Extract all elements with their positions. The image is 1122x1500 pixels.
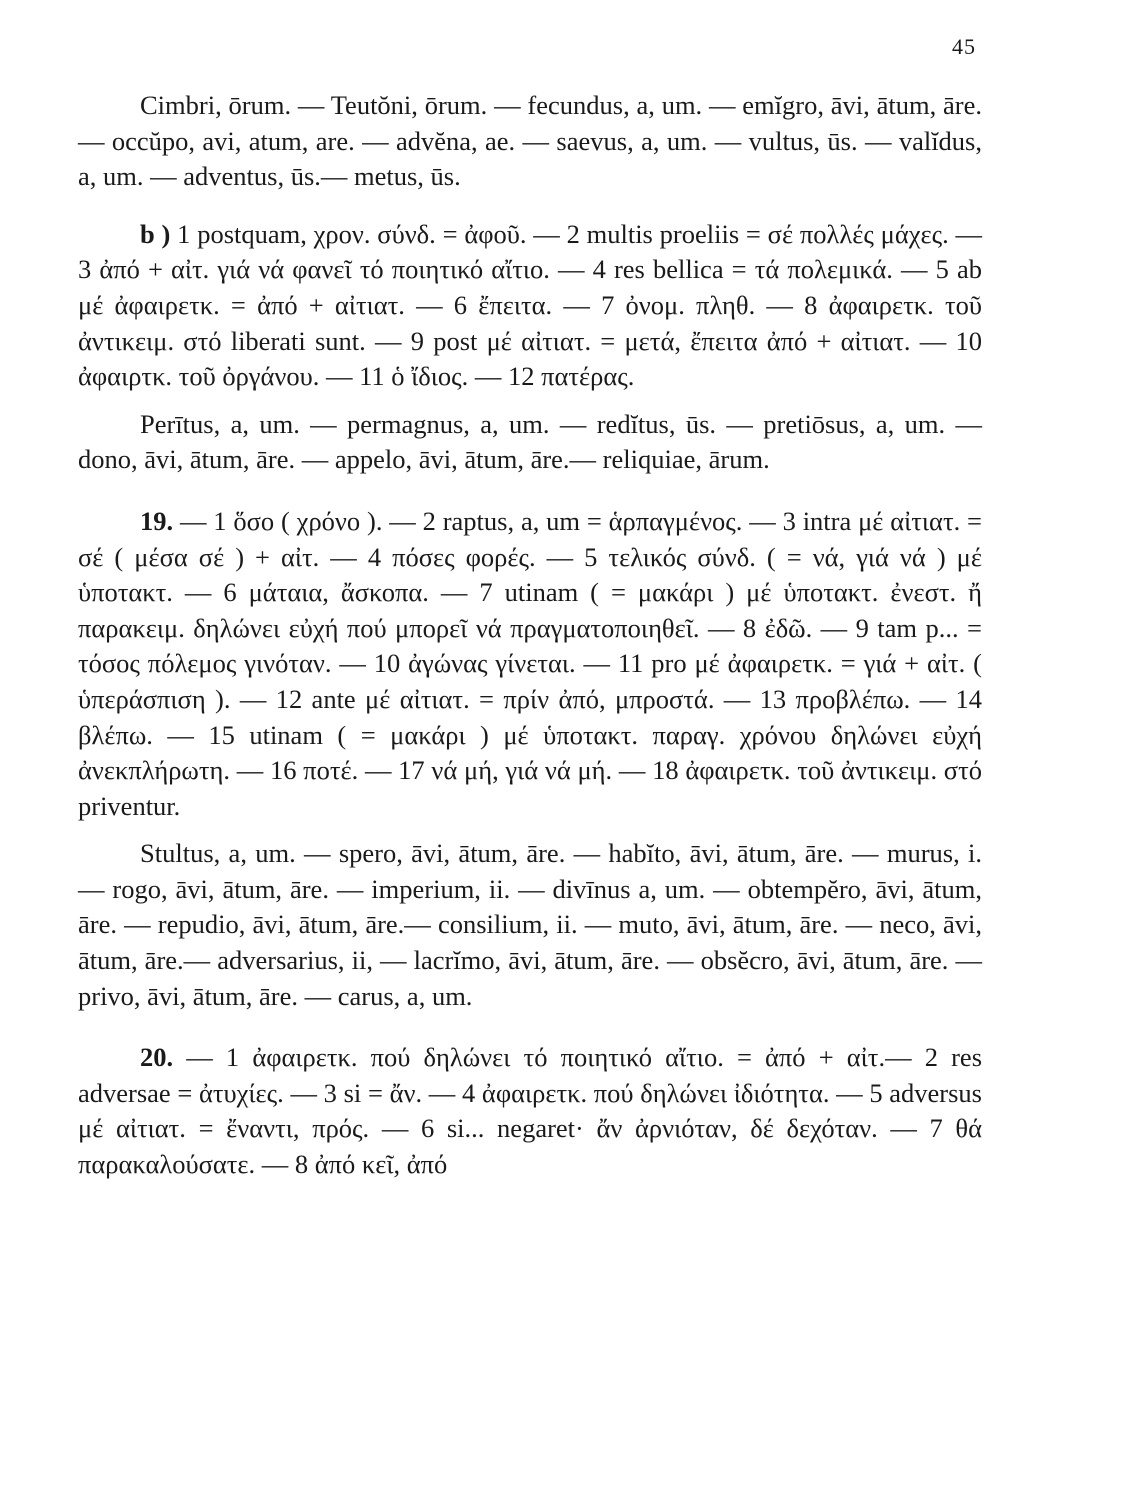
- notes-paragraph-19: [78, 504, 982, 824]
- paragraph-text: Stultus, a, um. — spero, āvi, ātum, āre. — habĭto, āvi, ātum, āre. — murus, i. — rogo, āvi, ātum, āre. — imperium, ii. — divīnus a, um. — obtempĕro, āvi, ātum, āre. — repudio, āvi, ātum, āre.— consilium, ii. — muto, āvi, ātum, āre. — neco, āvi, ātum, āre.— adversarius, ii, — lacrĭmo, āvi, ātum, āre. — obsĕcro, āvi, ātum, āre. — privo, āvi, ātum, āre. — carus, a, um.: [78, 838, 982, 1011]
- paragraph-label: b ): [140, 218, 171, 249]
- paragraph-label: 19.: [140, 505, 174, 536]
- vocabulary-paragraph-3: [78, 836, 982, 1014]
- notes-paragraph-20: [78, 1040, 982, 1182]
- paragraph-text: — 1 ἀφαιρετκ. πού δηλώνει τό ποιητικό αἴτιο. = ἀπό + αἰτ.— 2 res adversae = ἀτυχίες. — 3 si = ἄν. — 4 ἀφαιρετκ. πού δηλώνει ἰδιότητα. — 5 adversus μέ αἰτιατ. = ἔναντι, πρός. — 6 si... negaret· ἄν ἀρνιόταν, δέ δεχόταν. — 7 θά παρακαλούσατε. — 8 ἀπό κεῖ, ἀπό: [78, 1042, 983, 1180]
- page-number: 45: [952, 34, 976, 59]
- vocabulary-paragraph-1: [78, 88, 982, 195]
- paragraph-text: Perītus, a, um. — permagnus, a, um. — redĭtus, ūs. — pretiōsus, a, um. — dono, āvi, ātum, āre. — appelo, āvi, ātum, āre.— reliquiae, ārum.: [78, 408, 982, 475]
- page-content: [78, 88, 982, 1183]
- notes-paragraph-b: [78, 217, 982, 395]
- paragraph-text: Cimbri, ōrum. — Teutŏni, ōrum. — fecundus, a, um. — emĭgro, āvi, ātum, āre. — occŭpo, avi, atum, are. — advĕna, ae. — saevus, a, um. — vultus, ūs. — valĭdus, a, um. — adventus, ūs.— metus, ūs.: [78, 90, 982, 192]
- vocabulary-paragraph-2: [78, 407, 982, 478]
- paragraph-text: 1 postquam, χρον. σύνδ. = ἀφοῦ. — 2 multis proeliis = σέ πολλές μάχες. — 3 ἀπό + αἰτ. γιά νά φανεῖ τό ποιητικό αἴτιο. — 4 res bellica = τά πολεμικά. — 5 ab μέ ἀφαιρετκ. = ἀπό + αἰτιατ. — 6 ἔπειτα. — 7 ὀνομ. πληθ. — 8 ἀφαιρετκ. τοῦ ἀντικειμ. στό liberati sunt. — 9 post μέ αἰτιατ. = μετά, ἔπειτα ἀπό + αἰτιατ. — 10 ἀφαιρτκ. τοῦ ὀργάνου. — 11 ὁ ἴδιος. — 12 πατέρας.: [78, 218, 982, 392]
- paragraph-text: — 1 ὅσο ( χρόνο ). — 2 raptus, a, um = ἁρπαγμένος. — 3 intra μέ αἰτιατ. = σέ ( μέσα σέ ) + αἰτ. — 4 πόσες φορές. — 5 τελικός σύνδ. ( = νά, γιά νά ) μέ ὑποτακτ. — 6 μάταια, ἄσκοπα. — 7 utinam ( = μακάρι ) μέ ὑποτακτ. ἐνεστ. ἤ παρακειμ. δηλώνει εὐχή πού μπορεῖ νά πραγματοποιηθεῖ. — 8 ἐδῶ. — 9 tam p... = τόσος πόλεμος γινόταν. — 10 ἀγώνας γίνεται. — 11 pro μέ ἀφαιρετκ. = γιά + αἰτ. ( ὑπεράσπιση ). — 12 ante μέ αἰτιατ. = πρίν ἀπό, μπροστά. — 13 προβλέπω. — 14 βλέπω. — 15 utinam ( = μακάρι ) μέ ὑποτακτ. παραγ. χρόνου δηλώνει εὐχή ἀνεκπλήρωτη. — 16 ποτέ. — 17 νά μή, γιά νά μή. — 18 ἀφαιρετκ. τοῦ ἀντικειμ. στό priventur.: [78, 505, 983, 821]
- paragraph-label: 20.: [140, 1042, 174, 1073]
